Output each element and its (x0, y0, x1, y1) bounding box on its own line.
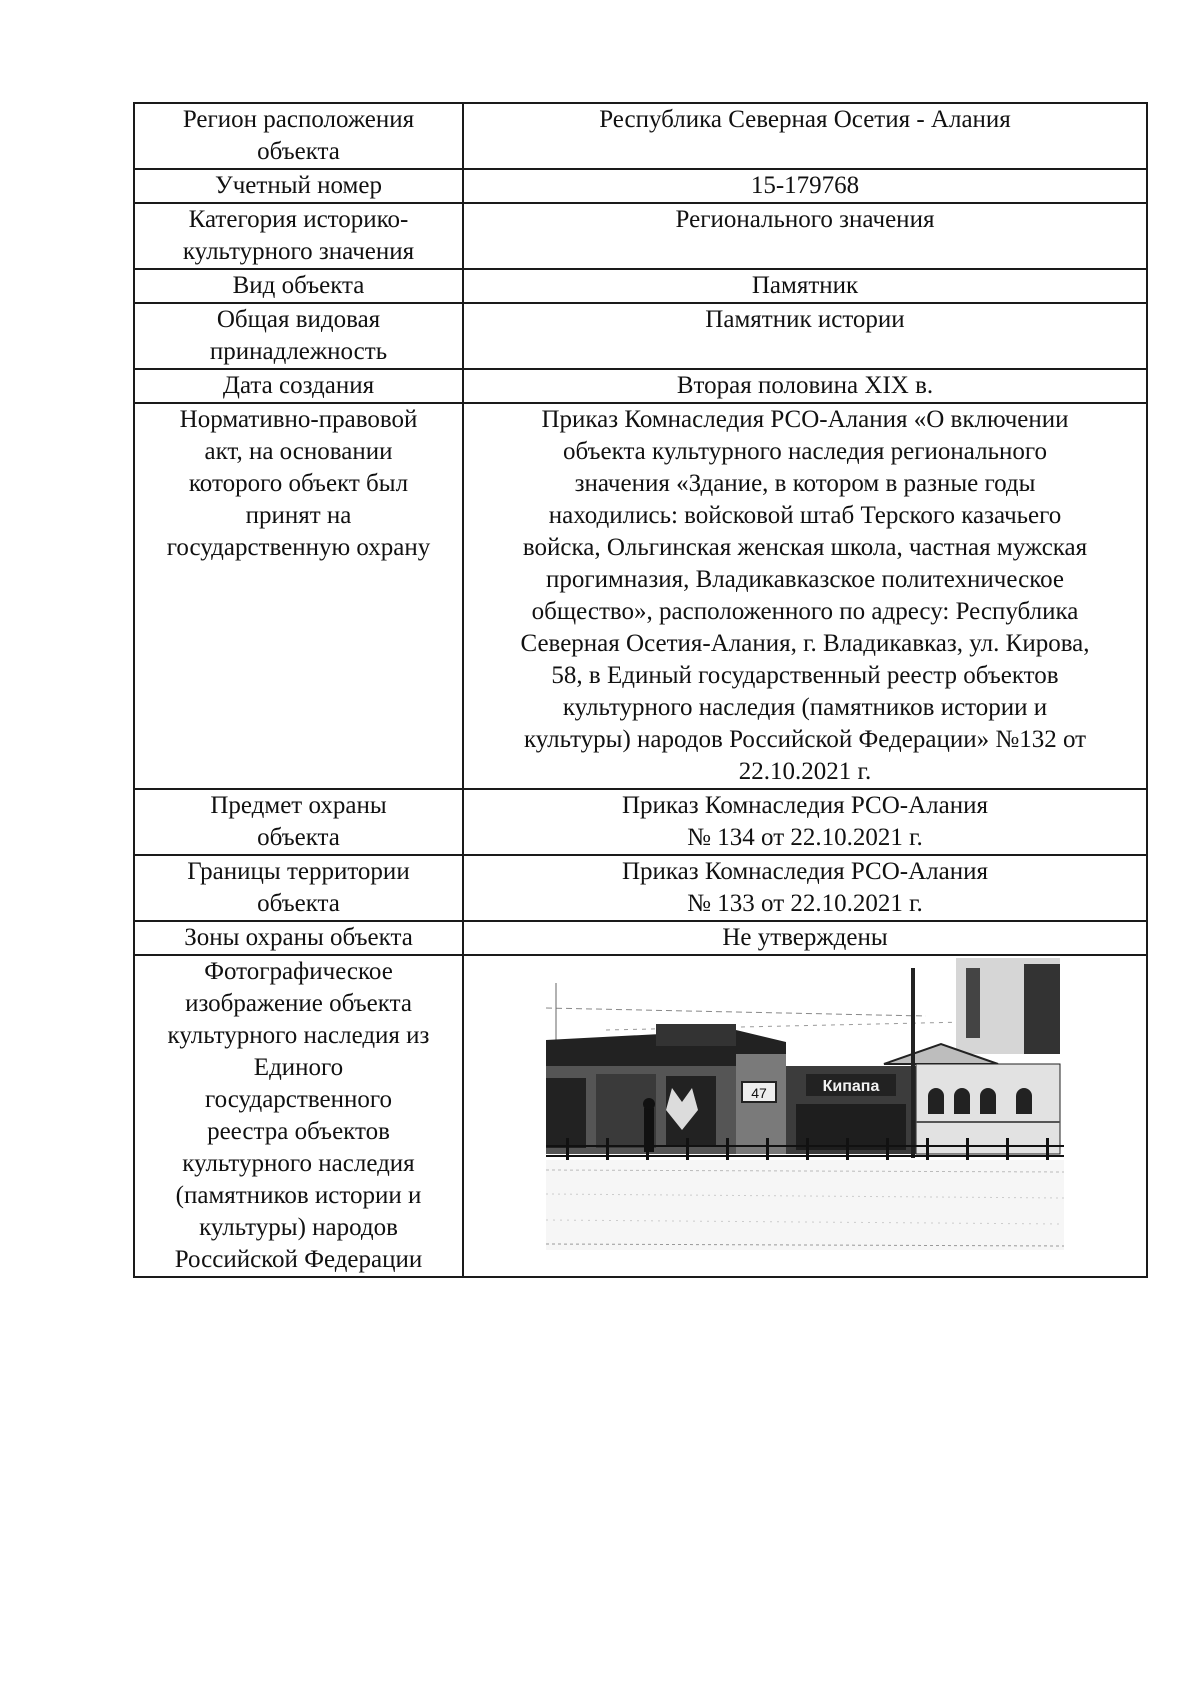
label-text: Категория историко- (188, 206, 409, 233)
value-text: Вторая половина XIX в. (676, 372, 934, 399)
label-text: реестра объектов (207, 1118, 390, 1145)
table-row (134, 955, 1147, 1277)
value-text: 22.10.2021 г. (738, 758, 872, 785)
label-text: Учетный номер (215, 172, 382, 199)
house-number-sign: 47 (751, 1085, 767, 1101)
value-text: культуры) народов Российской Федерации» №132 от (523, 726, 1087, 753)
table-row (134, 789, 1147, 855)
label-text: принадлежность (209, 338, 388, 365)
table-row (134, 921, 1147, 955)
label-text: культурного наследия (182, 1150, 415, 1177)
value-text: 58, в Единый государственный реестр объектов (551, 662, 1059, 689)
value-cell (463, 203, 1147, 269)
value-text: общество», расположенного по адресу: Республика (531, 598, 1079, 625)
value-cell (463, 403, 1147, 789)
value-text: значения «Здание, в котором в разные годы (574, 470, 1036, 497)
table-row (134, 855, 1147, 921)
value-text: Не утверждены (722, 924, 888, 951)
value-text: Памятник истории (705, 306, 905, 333)
value-cell (463, 789, 1147, 855)
table-row (134, 403, 1147, 789)
label-text: Нормативно-правовой (179, 406, 418, 433)
table-row (134, 269, 1147, 303)
value-text: Приказ Комнаследия РСО-Алания (621, 792, 988, 819)
label-text: Дата создания (222, 372, 375, 399)
shop-sign: Кипапа (822, 1078, 880, 1095)
label-text: Регион расположения (182, 106, 415, 133)
value-text: объекта культурного наследия регионального (563, 438, 1047, 465)
label-text: которого объект был (188, 470, 409, 497)
label-cell (134, 303, 463, 369)
label-cell (134, 103, 463, 169)
table-row (134, 203, 1147, 269)
label-cell (134, 955, 463, 1277)
label-text: Предмет охраны (210, 792, 387, 819)
value-cell (463, 169, 1147, 203)
value-text: войска, Ольгинская женская школа, частная мужская (522, 534, 1088, 561)
label-text: объекта (257, 824, 340, 851)
value-text: Северная Осетия-Алания, г. Владикавказ, ул. Кирова, (520, 630, 1090, 657)
value-cell (463, 921, 1147, 955)
label-cell (134, 855, 463, 921)
value-text: Приказ Комнаследия РСО-Алания «О включении (541, 406, 1069, 433)
label-cell (134, 789, 463, 855)
label-text: культурного значения (182, 238, 415, 265)
value-cell (463, 855, 1147, 921)
value-cell (463, 369, 1147, 403)
value-text: № 134 от 22.10.2021 г. (687, 824, 923, 851)
label-text: Зоны охраны объекта (184, 924, 413, 951)
label-text: принят на (245, 502, 352, 529)
label-text: акт, на основании (204, 438, 393, 465)
label-text: Вид объекта (232, 272, 365, 299)
label-text: Российской Федерации (174, 1246, 423, 1273)
label-text: государственную охрану (166, 534, 431, 561)
photo-cell (463, 955, 1147, 1277)
value-text: Регионального значения (675, 206, 935, 233)
label-cell (134, 921, 463, 955)
label-text: объекта (257, 890, 340, 917)
label-text: изображение объекта (185, 990, 412, 1017)
label-cell (134, 169, 463, 203)
value-text: Приказ Комнаследия РСО-Алания (621, 858, 988, 885)
value-text: находились: войсковой штаб Терского казачьего (548, 502, 1062, 529)
label-text: культурного наследия из (167, 1022, 430, 1049)
value-cell (463, 269, 1147, 303)
label-text: культуры) народов (199, 1214, 398, 1241)
label-cell (134, 269, 463, 303)
table-row (134, 103, 1147, 169)
label-text: Общая видовая (216, 306, 381, 333)
label-cell (134, 203, 463, 269)
label-text: Единого (253, 1054, 344, 1081)
value-cell (463, 103, 1147, 169)
label-cell (134, 369, 463, 403)
label-text: (памятников истории и (175, 1182, 422, 1209)
value-text: Республика Северная Осетия - Алания (599, 106, 1011, 133)
label-text: Фотографическое (204, 958, 393, 985)
label-cell (134, 403, 463, 789)
object-passport-table (133, 102, 1148, 1278)
value-text: № 133 от 22.10.2021 г. (687, 890, 923, 917)
value-cell (463, 303, 1147, 369)
building-photo (546, 958, 1064, 1250)
label-text: Границы территории (187, 858, 410, 885)
label-text: объекта (257, 138, 340, 165)
value-text: культурного наследия (памятников истории и (562, 694, 1048, 721)
table-row (134, 369, 1147, 403)
label-text: государственного (205, 1086, 392, 1113)
table-row (134, 303, 1147, 369)
table-row (134, 169, 1147, 203)
value-text: 15-179768 (750, 172, 860, 199)
value-text: Памятник (751, 272, 859, 299)
value-text: прогимназия, Владикавказское политехническое (546, 566, 1064, 593)
